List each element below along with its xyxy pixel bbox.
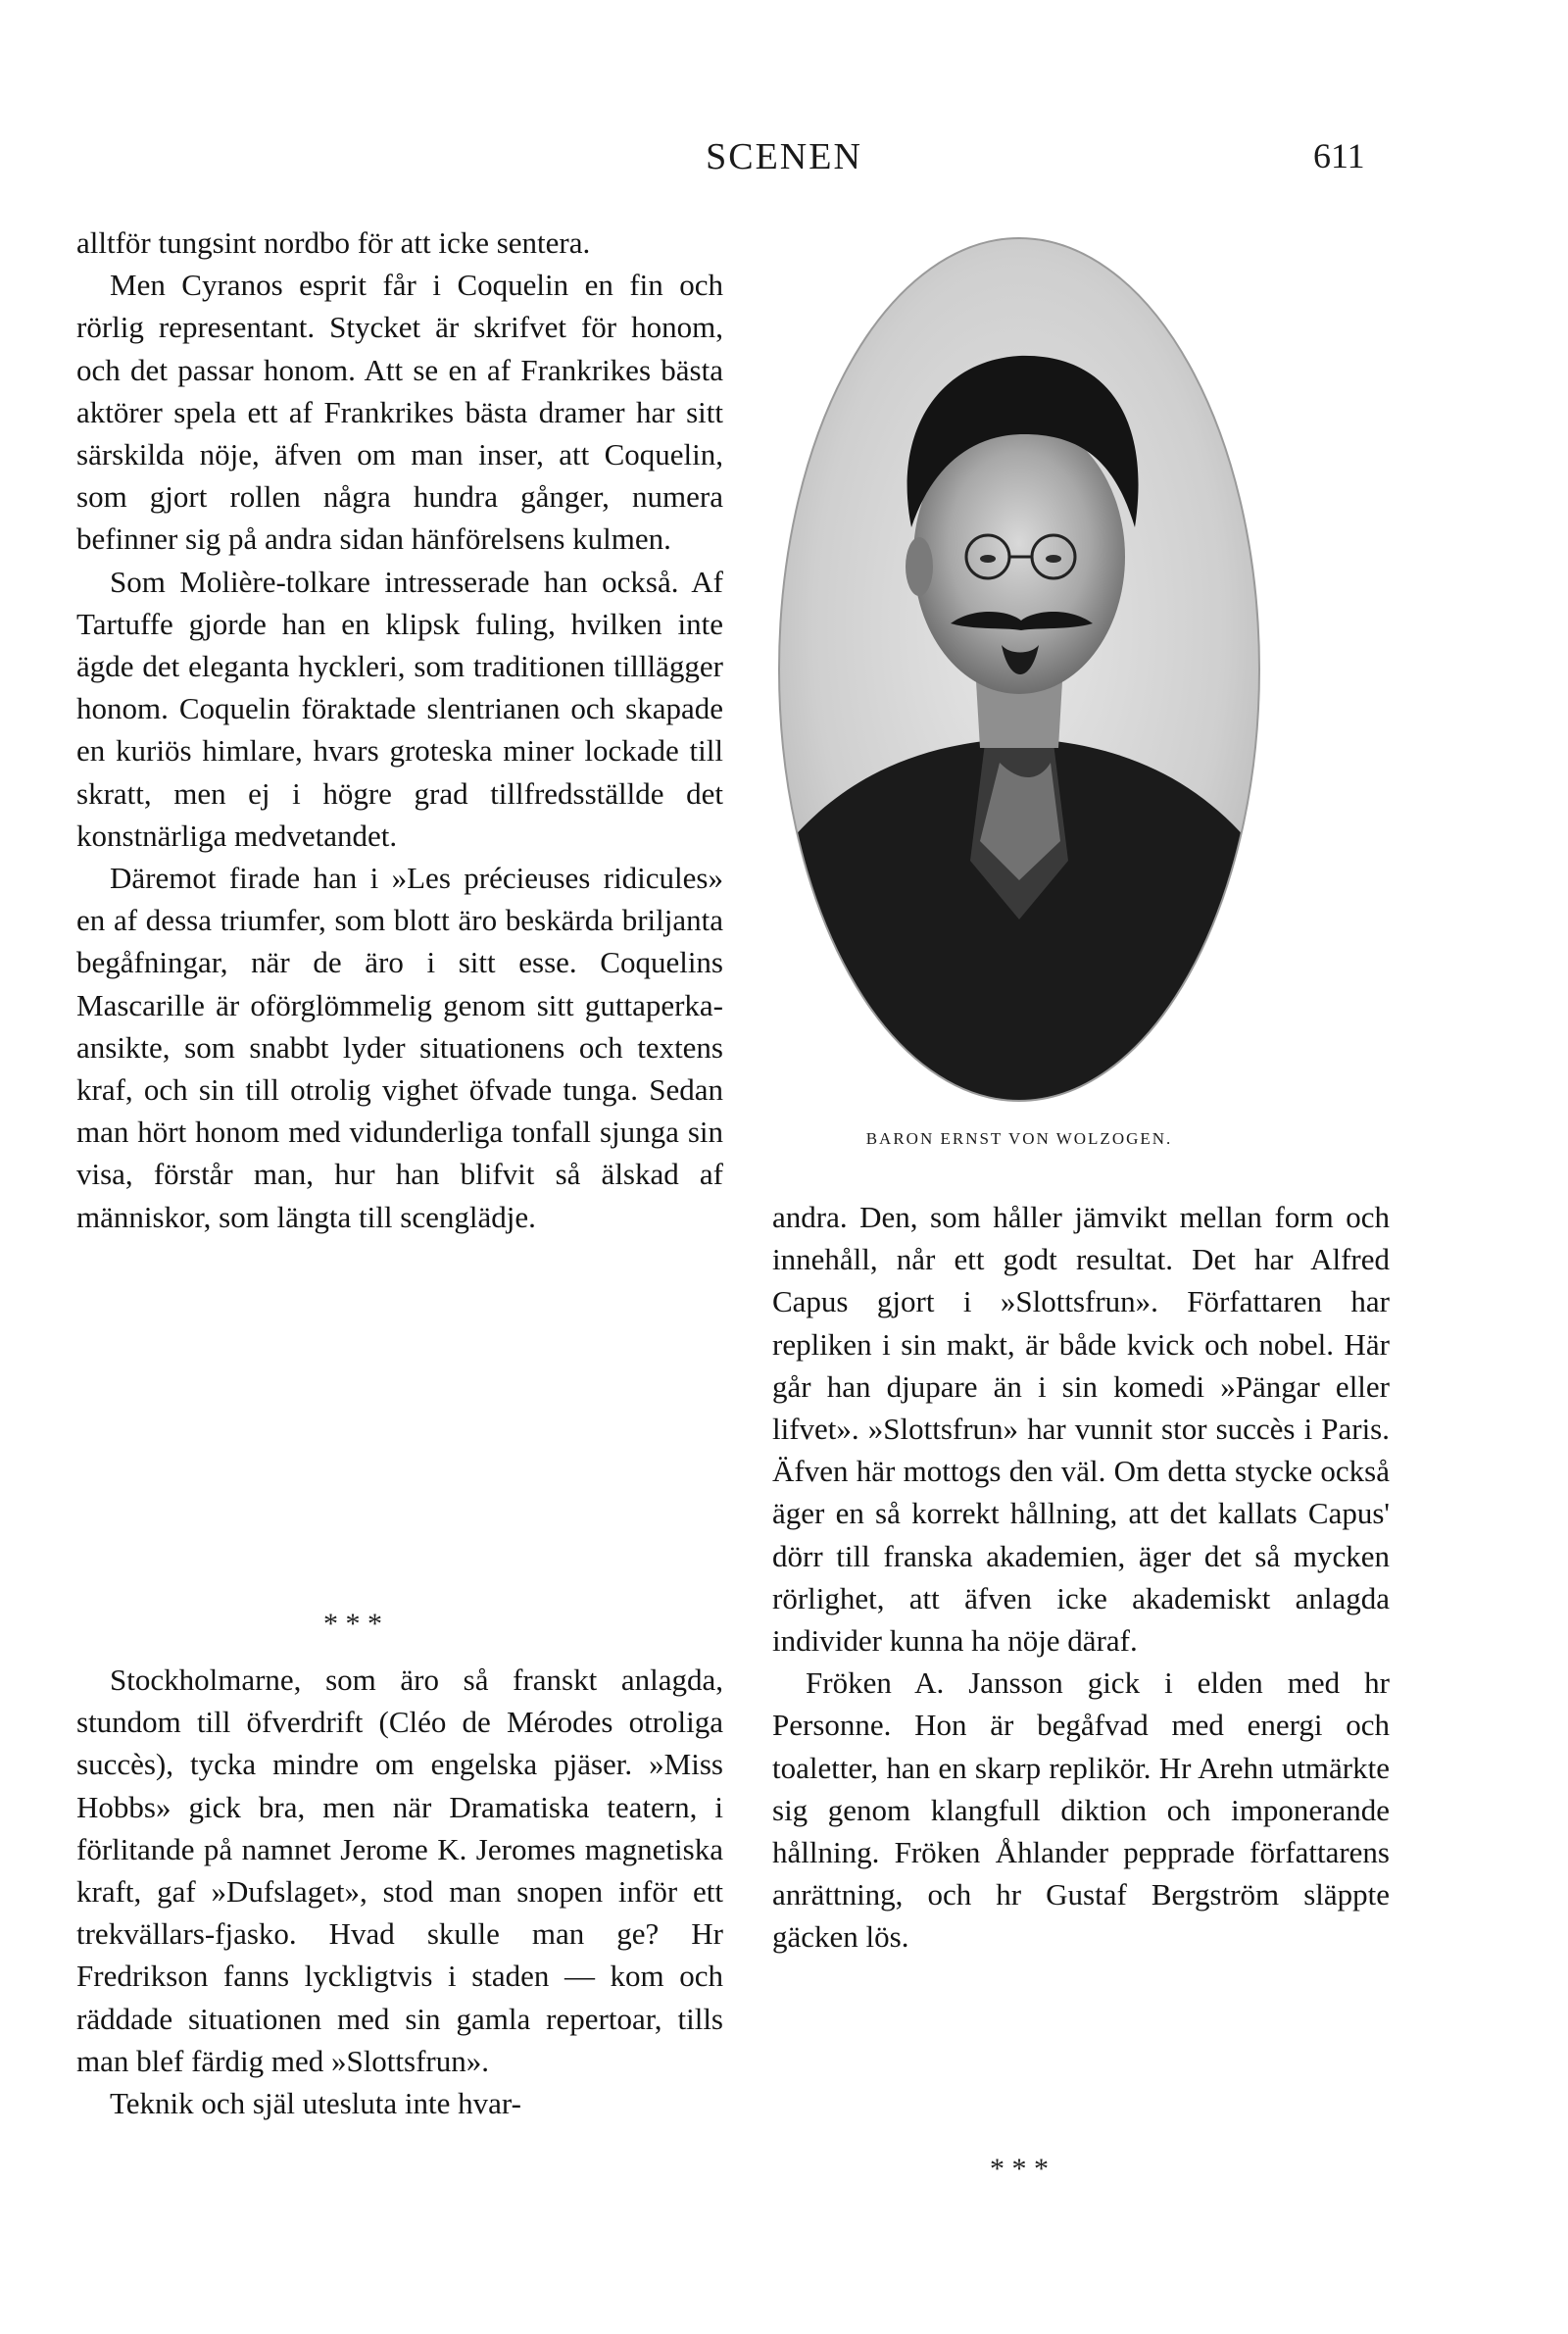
paragraph: Teknik och själ utesluta inte hvar-: [110, 2086, 521, 2121]
right-column: [772, 1196, 1390, 1959]
portrait-photo: [774, 233, 1264, 1106]
paragraph: Däremot firade han i »Les précieuses ridicules» en af dessa triumfer, som blott äro beskärda briljanta begåfningar, när de äro i sitt esse. Coquelins Mascarille är oförglömmelig genom sitt guttaperka-ansikte, som snabbt lyder situationens och textens kraf, och sin till otrolig vighet öfvade tunga. Sedan man hört honom med vidunderliga tonfall sjunga sin visa, förstår man, hur han blifvit så älskad af människor, som längta till scenglädje.: [76, 861, 723, 1234]
left-column-bottom: [76, 1659, 723, 2124]
paragraph: Som Molière-tolkare intresserade han också. Af Tartuffe gjorde han en klipsk fuling, hvilken inte ägde det eleganta hyckleri, som traditionen tilllägger honom. Coquelin föraktade slentrianen och skapade en kuriös himlare, hvars groteska miner lockade till skratt, men ej i högre grad tillfredsställde det konstnärliga medvetandet.: [76, 564, 723, 853]
paragraph: andra. Den, som håller jämvikt mellan form och innehåll, når ett godt resultat. Det har Alfred Capus gjort i »Slottsfrun». Författaren har repliken i sin makt, är både kvick och nobel. Här går han djupare än i sin komedi »Pängar eller lifvet». »Slottsfrun» har vunnit stor succès i Paris. Äfven här mottogs den väl. Om detta stycke också äger en så korrekt hållning, att det kallats Capus' dörr till franska akademien, äger det så mycken rörlighet, att äfven icke akademiskt anlagda individer kunna ha nöje däraf.: [772, 1200, 1390, 1659]
left-column-top: [76, 222, 723, 1238]
section-break-asterism: * * *: [323, 1608, 382, 1640]
page-number: 611: [1313, 136, 1365, 175]
paragraph: alltför tungsint nordbo för att icke sentera.: [76, 225, 591, 260]
paragraph: Stockholmarne, som äro så franskt anlagda, stundom till öfverdrift (Cléo de Mérodes otroliga succès), tycka mindre om engelska pjäser. »Miss Hobbs» gick bra, men när Dramatiska teatern, i förlitande på namnet Jerome K. Jeromes magnetiska kraft, gaf »Dufslaget», stod man snopen inför ett trekvällars-fjasko. Hvad skulle man ge? Hr Fredrikson fanns lyckligtvis i staden — kom och räddade situationen med sin gamla repertoar, tills man blef färdig med »Slottsfrun».: [76, 1663, 723, 2078]
section-break-asterism: * * *: [990, 2153, 1049, 2185]
running-head-title: SCENEN: [706, 136, 862, 177]
paragraph: Men Cyranos esprit får i Coquelin en fin och rörlig representant. Stycket är skrifvet för honom, och det passar honom. Att se en af Frankrikes bästa aktörer spela ett af Frankrikes bästa dramer har sitt särskilda nöje, äfven om man inser, att Coquelin, som gjort rollen några hundra gånger, numera befinner sig på andra sidan hänförelsens kulmen.: [76, 268, 723, 557]
paragraph: Fröken A. Jansson gick i elden med hr Personne. Hon är begåfvad med energi och toaletter, han en skarp replikör. Hr Arehn utmärkte sig genom klangfull diktion och imponerande hållning. Fröken Åhlander pepprade författarens anrättning, och hr Gustaf Bergström släppte gäcken lös.: [772, 1665, 1390, 1955]
portrait-caption: BARON ERNST VON WOLZOGEN.: [865, 1129, 1173, 1148]
